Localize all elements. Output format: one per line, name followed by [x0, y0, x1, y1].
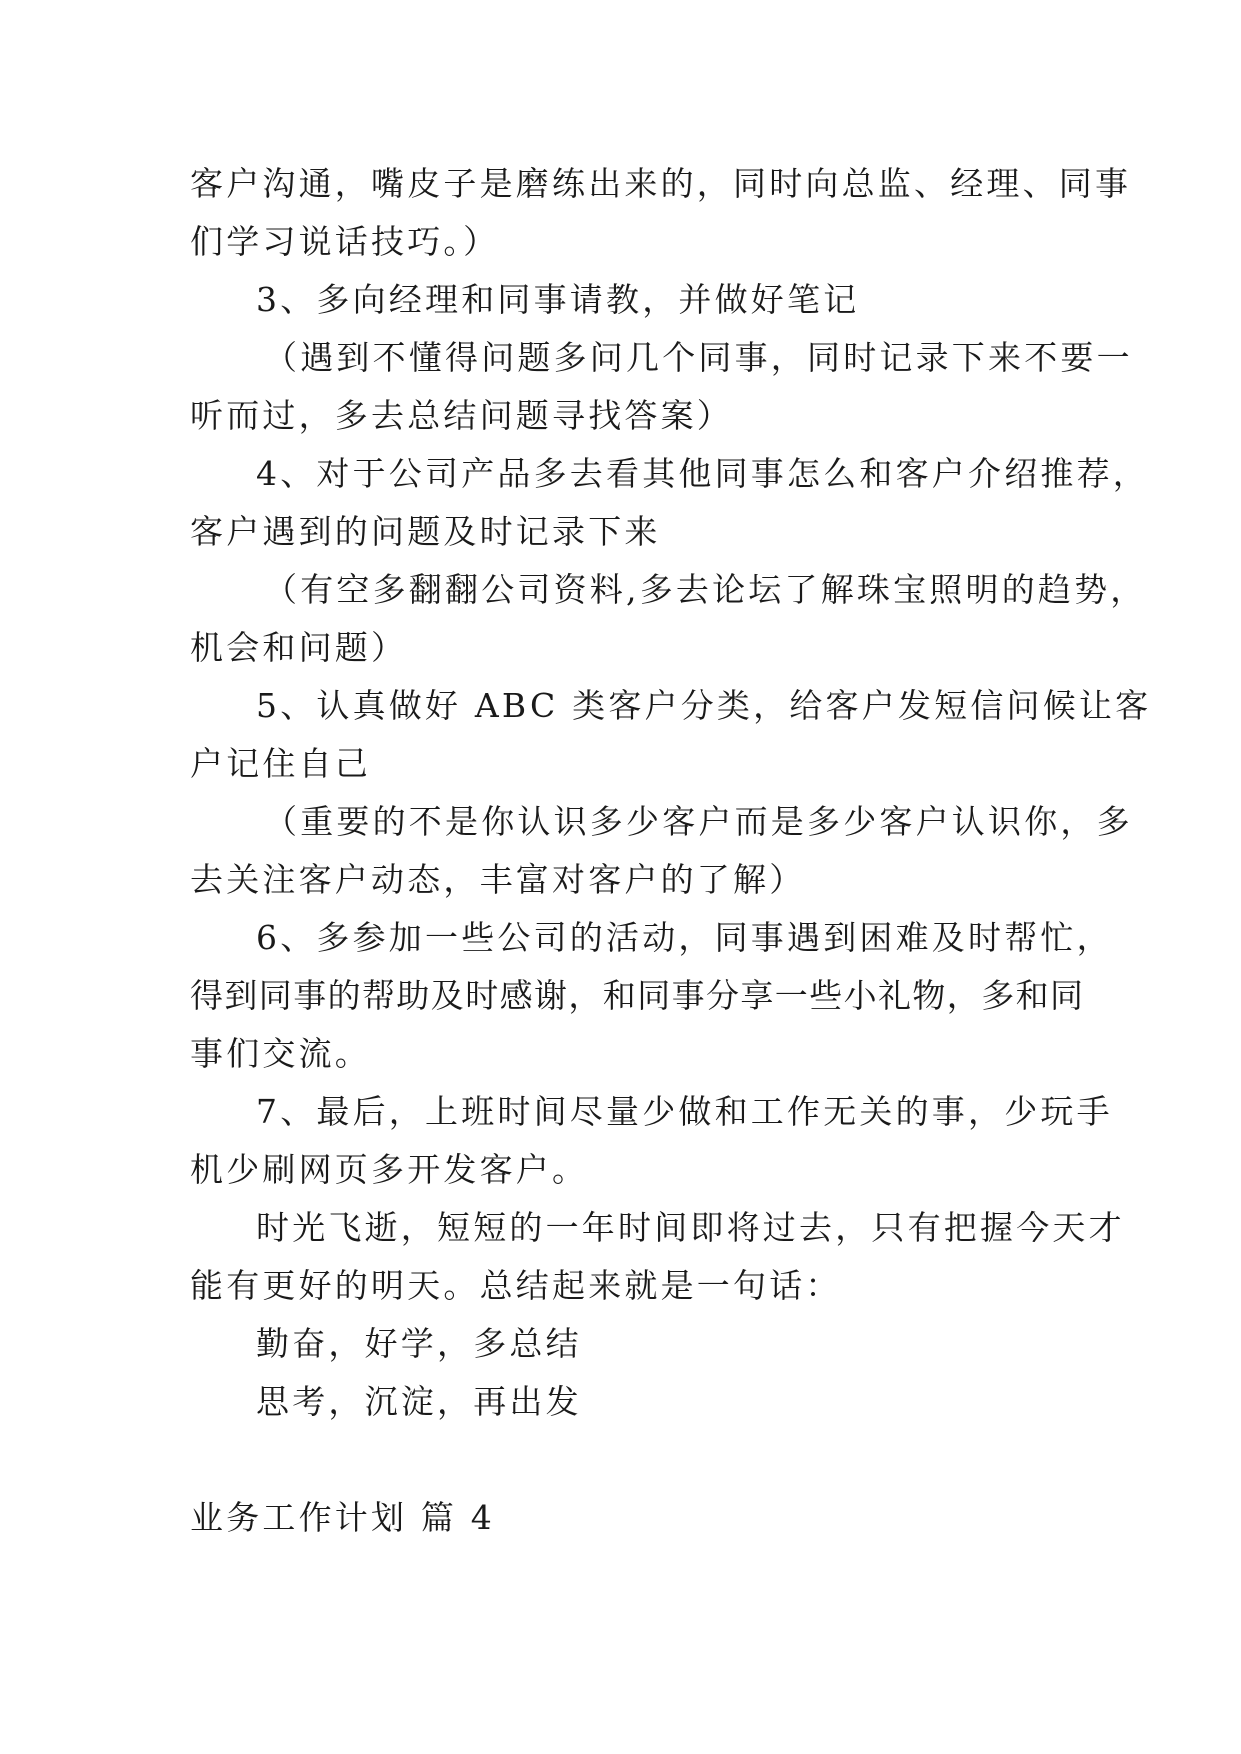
list-item-5-note-cont: 去关注客户动态，丰富对客户的了解）	[190, 860, 806, 899]
summary-paragraph: 时光飞逝，短短的一年时间即将过去，只有把握今天才	[256, 1208, 1125, 1247]
list-item-5-cont: 户记住自己	[190, 744, 371, 783]
list-item-5: 5、认真做好 ABC 类客户分类，给客户发短信问候让客	[256, 686, 1152, 725]
paragraph-line: 客户沟通，嘴皮子是磨练出来的，同时向总监、经理、同事	[190, 164, 1132, 203]
list-item-7-cont: 机少刷网页多开发客户。	[190, 1150, 589, 1189]
paragraph-line: 们学习说话技巧。）	[190, 222, 500, 261]
list-item-3-note: （遇到不懂得问题多问几个同事，同时记录下来不要一	[264, 338, 1133, 377]
list-item-7: 7、最后，上班时间尽量少做和工作无关的事，少玩手	[256, 1092, 1113, 1131]
section-heading: 业务工作计划 篇 4	[190, 1498, 495, 1537]
motto-line-2: 思考，沉淀，再出发	[256, 1382, 582, 1421]
summary-paragraph-cont: 能有更好的明天。总结起来就是一句话：	[190, 1266, 842, 1305]
motto-line-1: 勤奋，好学，多总结	[256, 1324, 582, 1363]
list-item-6: 6、多参加一些公司的活动，同事遇到困难及时帮忙，	[256, 918, 1113, 957]
list-item-3-note-cont: 听而过，多去总结问题寻找答案）	[190, 396, 733, 435]
list-item-5-note: （重要的不是你认识多少客户而是多少客户认识你，多	[264, 802, 1133, 841]
list-item-4: 4、对于公司产品多去看其他同事怎么和客户介绍推荐，	[256, 454, 1149, 493]
list-item-6-cont-2: 事们交流。	[190, 1034, 371, 1073]
list-item-3: 3、多向经理和同事请教，并做好笔记	[256, 280, 860, 319]
list-item-4-note-cont: 机会和问题）	[190, 628, 408, 667]
list-item-4-note: （有空多翻翻公司资料,多去论坛了解珠宝照明的趋势，	[264, 570, 1147, 609]
list-item-4-cont: 客户遇到的问题及时记录下来	[190, 512, 661, 551]
list-item-6-cont: 得到同事的帮助及时感谢，和同事分享一些小礼物，多和同	[190, 976, 1085, 1015]
